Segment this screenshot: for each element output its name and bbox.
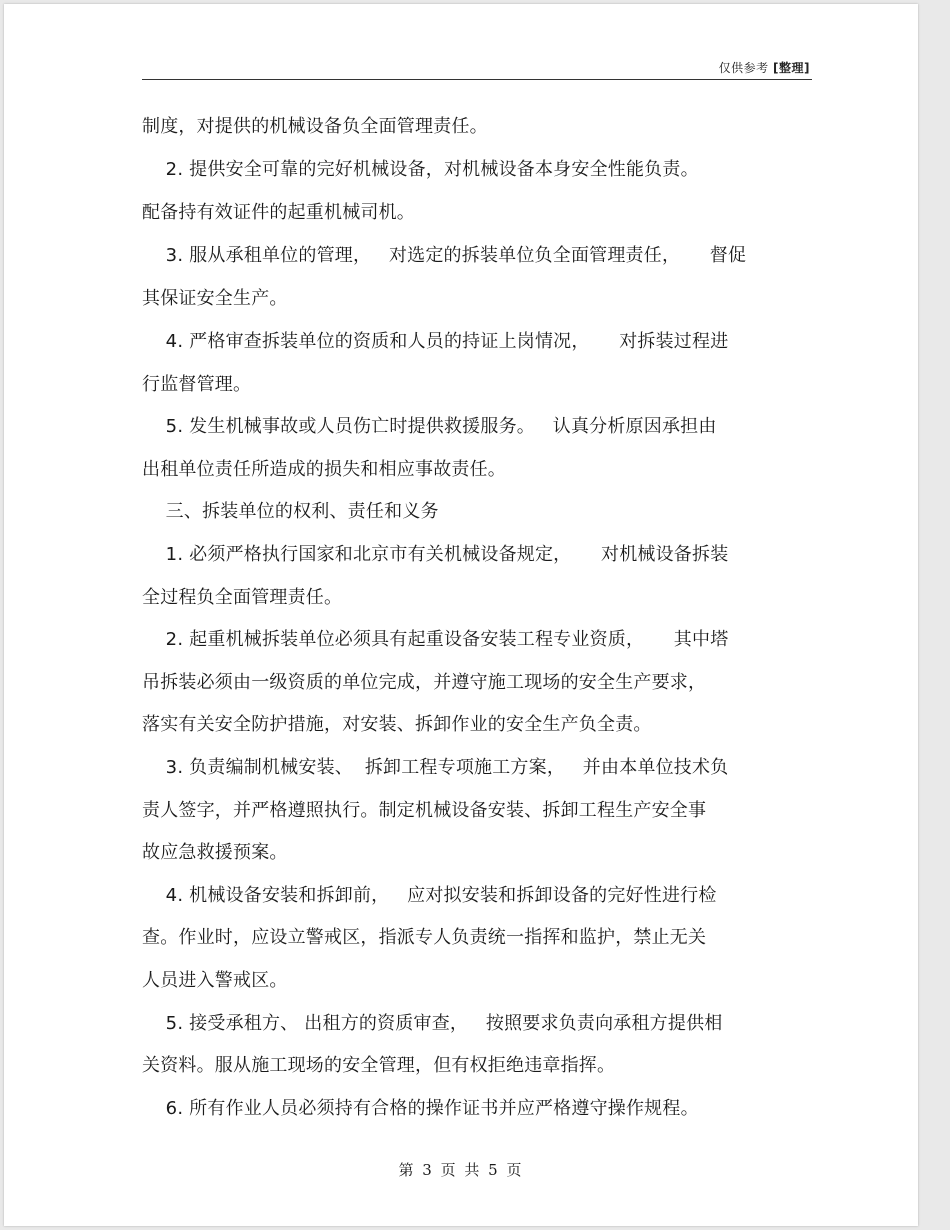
body-line: 故应急救援预案。 [142, 842, 288, 863]
body-line: 2. 起重机械拆装单位必须具有起重设备安装工程专业资质， 其中塔 [142, 629, 729, 650]
body-line: 关资料。服从施工现场的安全管理，但有权拒绝违章指挥。 [142, 1055, 616, 1076]
body-line: 全过程负全面管理责任。 [142, 587, 343, 608]
body-line: 出租单位责任所造成的损失和相应事故责任。 [142, 459, 506, 480]
body-line: 5. 接受承租方、 出租方的资质审查， 按照要求负责向承租方提供相 [142, 1013, 723, 1034]
body-line: 查。作业时，应设立警戒区，指派专人负责统一指挥和监护，禁止无关 [142, 927, 707, 948]
body-line: 4. 严格审查拆装单位的资质和人员的持证上岗情况， 对拆装过程进 [142, 331, 729, 352]
body-line: 3. 服从承租单位的管理， 对选定的拆装单位负全面管理责任， 督促 [142, 245, 747, 266]
header-note [719, 59, 810, 76]
body-line: 人员进入警戒区。 [142, 970, 288, 991]
body-line: 责人签字，并严格遵照执行。制定机械设备安装、拆卸工程生产安全事 [142, 800, 707, 821]
body-line: 2. 提供安全可靠的完好机械设备，对机械设备本身安全性能负责。 [142, 159, 699, 180]
document-page [4, 4, 918, 1226]
body-line: 3. 负责编制机械安装、 拆卸工程专项施工方案， 并由本单位技术负 [142, 757, 729, 778]
document-body [142, 114, 822, 1119]
header-bracket-close: ] [804, 61, 810, 75]
body-line: 6. 所有作业人员必须持有合格的操作证书并应严格遵守操作规程。 [142, 1098, 699, 1119]
body-line: 吊拆装必须由一级资质的单位完成，并遵守施工现场的安全生产要求， [142, 672, 707, 693]
page-number-footer: 第 3 页 共 5 页 [398, 1161, 524, 1179]
body-line: 行监督管理。 [142, 374, 252, 395]
body-line: 5. 发生机械事故或人员伤亡时提供救援服务。 认真分析原因承担由 [142, 416, 717, 437]
body-line: 4. 机械设备安装和拆卸前， 应对拟安装和拆卸设备的完好性进行检 [142, 885, 717, 906]
header-divider [142, 79, 812, 80]
body-line: 落实有关安全防护措施，对安装、拆卸作业的安全生产负全责。 [142, 714, 652, 735]
body-line: 1. 必须严格执行国家和北京市有关机械设备规定， 对机械设备拆装 [142, 544, 729, 565]
header-bracket-open: [ [773, 61, 779, 75]
body-line: 制度，对提供的机械设备负全面管理责任。 [142, 116, 488, 137]
section-heading: 三、拆装单位的权利、责任和义务 [142, 501, 439, 522]
body-line: 其保证安全生产。 [142, 288, 288, 309]
body-line: 配备持有效证件的起重机械司机。 [142, 202, 415, 223]
header-bracket-word: 整理 [779, 61, 805, 75]
header-note-text: 仅供参考 [718, 61, 769, 75]
